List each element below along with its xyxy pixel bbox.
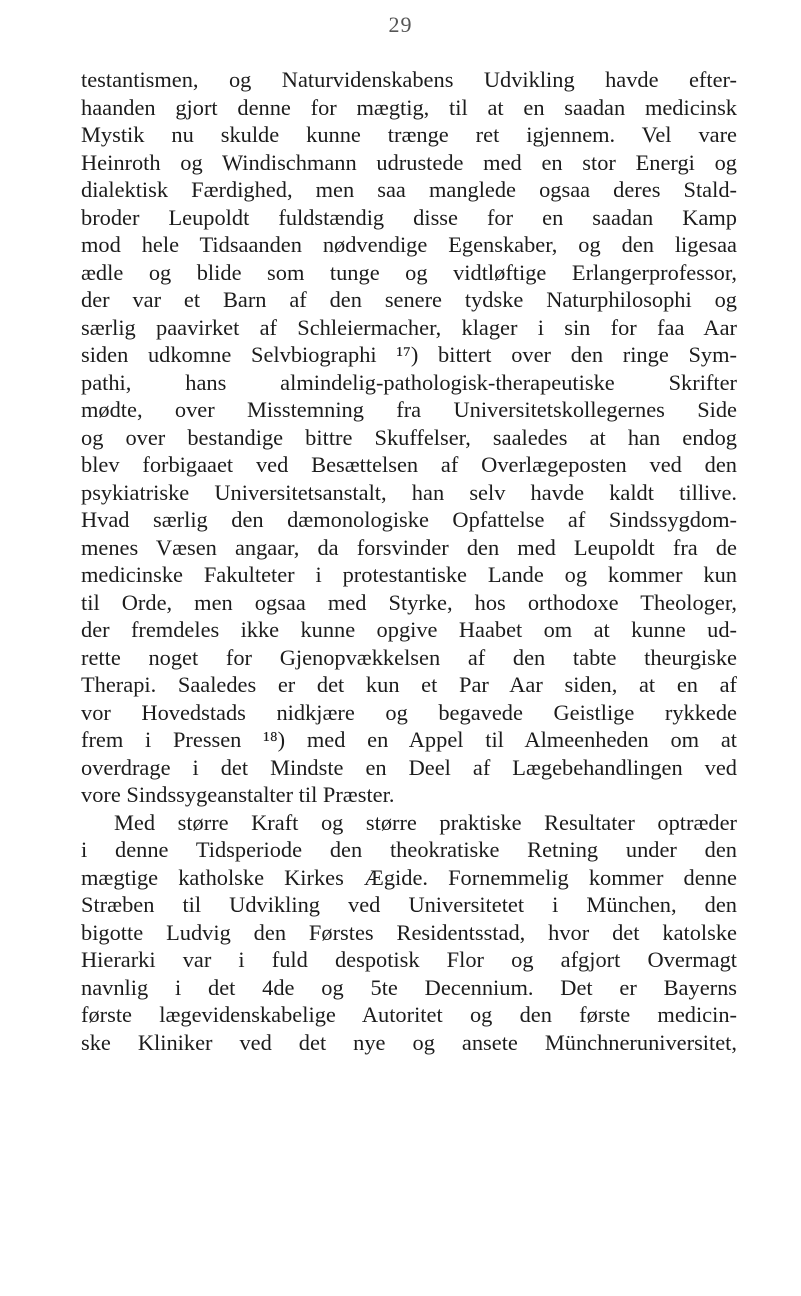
text-line: medicinske Fakulteter i protestantiske Lande og kommer kun: [81, 562, 737, 587]
paragraph: [81, 66, 737, 809]
text-line: siden udkomne Selvbiographi ¹⁷) bittert over den ringe Sym-: [81, 342, 737, 367]
text-line: pathi, hans almindelig-pathologisk-therapeutiske Skrifter: [81, 369, 737, 395]
text-line: mod hele Tidsaanden nødvendige Egenskaber, og den ligesaa: [81, 232, 737, 257]
paragraph: [81, 809, 737, 1057]
text-line: navnlig i det 4de og 5te Decennium. Det er Bayerns: [81, 974, 737, 1000]
text-line: ske Kliniker ved det nye og ansete Münchneruniversitet,: [81, 1029, 737, 1055]
text-line: første lægevidenskabelige Autoritet og den første medicin-: [81, 1002, 737, 1027]
text-line: Hvad særlig den dæmonologiske Opfattelse af Sindssygdom-: [81, 507, 737, 532]
text-line: mødte, over Misstemning fra Universitetskollegernes Side: [81, 397, 737, 422]
text-line: menes Væsen angaar, da forsvinder den med Leupoldt fra de: [81, 534, 737, 560]
text-line: Stræben til Udvikling ved Universitetet i München, den: [81, 892, 737, 917]
text-line: til Orde, men ogsaa med Styrke, hos orthodoxe Theologer,: [81, 589, 737, 615]
text-line: vor Hovedstads nidkjære og begavede Geistlige rykkede: [81, 699, 737, 725]
text-line: bigotte Ludvig den Førstes Residentsstad, hvor det katolske: [81, 919, 737, 945]
text-line: mægtige katholske Kirkes Ægide. Fornemmelig kommer denne: [81, 864, 737, 890]
text-line: Med større Kraft og større praktiske Resultater optræder: [114, 809, 737, 835]
text-line: særlig paavirket af Schleiermacher, klager i sin for faa Aar: [81, 314, 737, 340]
text-line: overdrage i det Mindste en Deel af Lægebehandlingen ved: [81, 754, 737, 780]
page-number: 29: [388, 12, 413, 37]
text-line: ædle og blide som tunge og vidtløftige Erlangerprofessor,: [81, 259, 737, 285]
body-text: [81, 66, 737, 1056]
text-line: rette noget for Gjenopvækkelsen af den tabte theurgiske: [81, 644, 737, 670]
text-line: Hierarki var i fuld despotisk Flor og afgjort Overmagt: [81, 947, 737, 972]
text-line: der fremdeles ikke kunne opgive Haabet om at kunne ud-: [81, 617, 737, 642]
text-line: haanden gjort denne for mægtig, til at en saadan medicinsk: [81, 94, 737, 120]
text-line: Mystik nu skulde kunne trænge ret igjennem. Vel vare: [81, 122, 737, 147]
text-line: der var et Barn af den senere tydske Naturphilosophi og: [81, 287, 737, 312]
text-line: blev forbigaaet ved Besættelsen af Overlægeposten ved den: [81, 452, 737, 477]
text-line: og over bestandige bittre Skuffelser, saaledes at han endog: [81, 424, 737, 450]
text-line: dialektisk Færdighed, men saa manglede ogsaa deres Stald-: [81, 177, 737, 202]
text-line: Heinroth og Windischmann udrustede med en stor Energi og: [81, 149, 737, 175]
text-line: frem i Pressen ¹⁸) med en Appel til Almeenheden om at: [81, 727, 737, 752]
text-line: vore Sindssygeanstalter til Præster.: [81, 782, 395, 807]
text-line: testantismen, og Naturvidenskabens Udvikling havde efter-: [81, 67, 737, 92]
text-line: broder Leupoldt fuldstændig disse for en saadan Kamp: [81, 204, 737, 230]
text-line: psykiatriske Universitetsanstalt, han selv havde kaldt tillive.: [81, 479, 737, 505]
text-line: Therapi. Saaledes er det kun et Par Aar siden, at en af: [81, 672, 737, 697]
text-line: i denne Tidsperiode den theokratiske Retning under den: [81, 837, 737, 862]
